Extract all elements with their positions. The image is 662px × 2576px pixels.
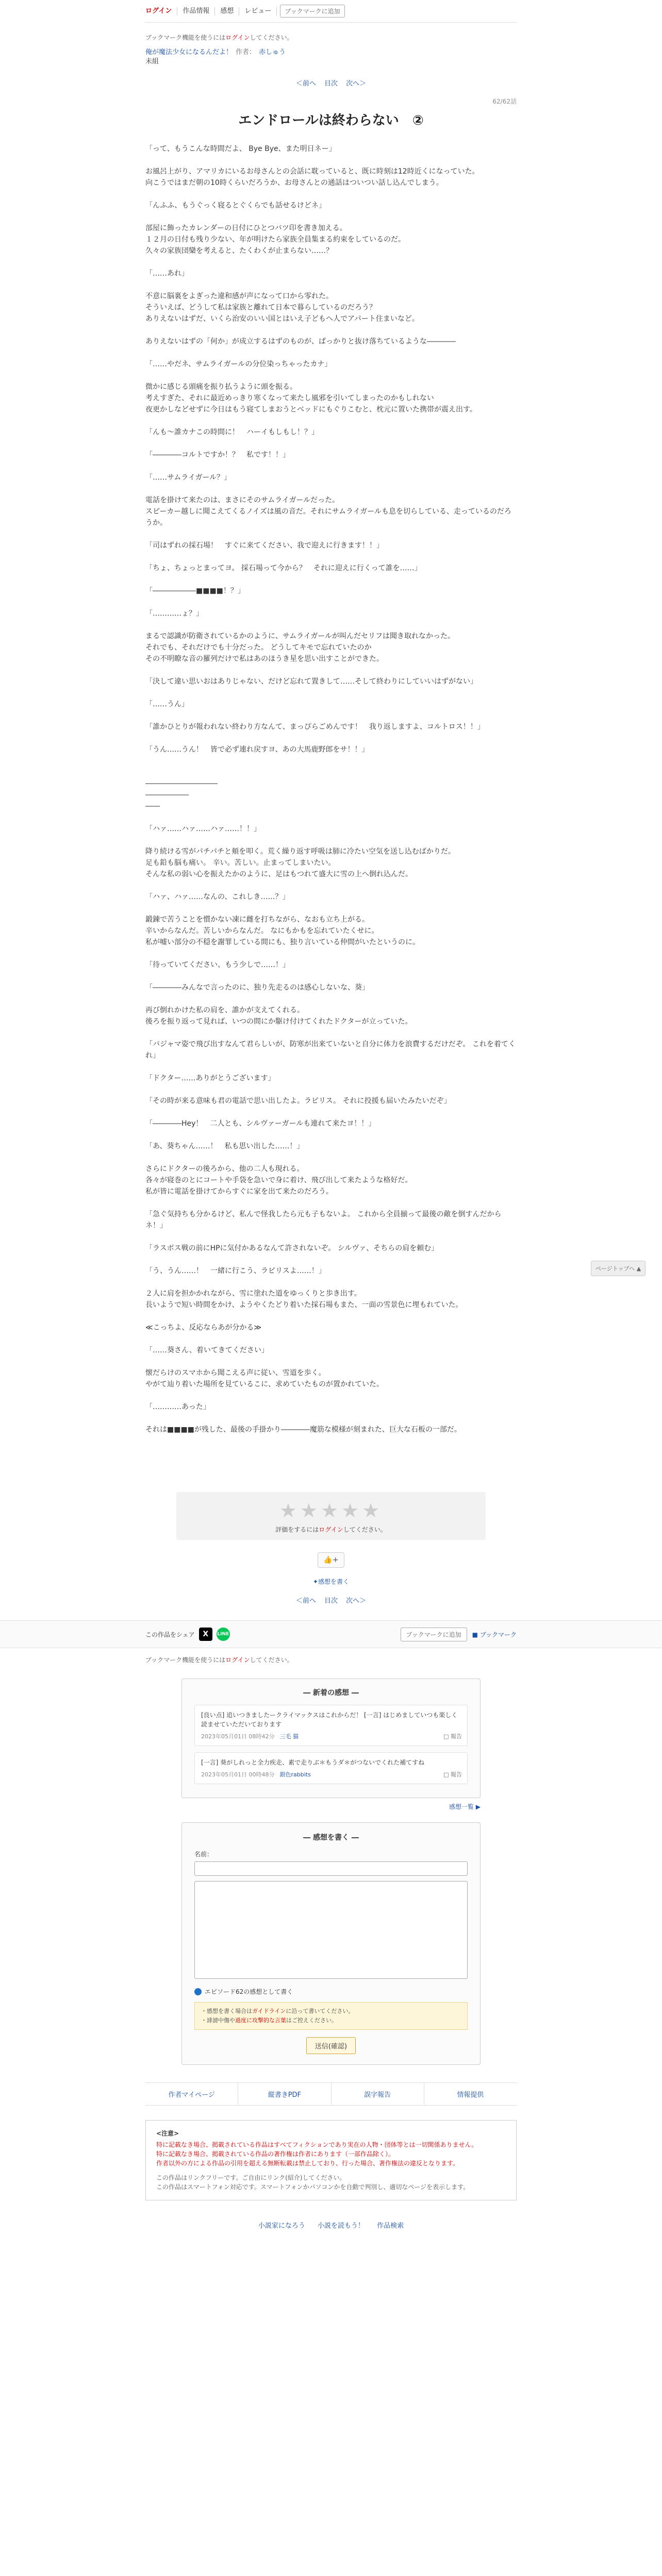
review-item [194, 1752, 468, 1784]
impressions-link[interactable]: 感想 [215, 7, 239, 15]
review-report-button[interactable]: □ 報告 [443, 1771, 462, 1778]
author-mypage-link[interactable]: 作者マイページ [145, 2083, 238, 2105]
work-info-link[interactable]: 作品情報 [177, 7, 215, 15]
series-info: 俺が魔法少女になるんだよ！ 作者： 赤しゅう 未組 [145, 48, 517, 66]
body-paragraph: 不意に脳裏をよぎった違和感が声になって口から零れた。 [145, 292, 333, 300]
body-blank-line [145, 1197, 517, 1209]
body-paragraph: 後ろを振り返って見れば、いつの間にか駆け付けてくれたドクターが立っていた。 [145, 1018, 412, 1026]
body-blank-line [145, 1254, 517, 1265]
body-paragraph: 電話を掛けて来たのは、まさにそのサムライガールだった。 [145, 496, 340, 504]
body-paragraph: 部屋に飾ったカレンダーの日付にひとつバツ印を書き加える。 [145, 224, 347, 232]
body-blank-line [145, 1129, 517, 1141]
body-paragraph: 「う、うん……！ 一緒に行こう、ラピリスよ……！」 [145, 1267, 326, 1275]
body-blank-line [145, 597, 517, 608]
review-textarea[interactable] [194, 1881, 468, 1979]
body-blank-line [145, 529, 517, 540]
review-author-link[interactable]: 銀色rabbits [279, 1771, 311, 1778]
toc-link-bottom[interactable]: 目次 [324, 1597, 338, 1605]
body-blank-line [145, 812, 517, 823]
episode-progress: 62/62話 [492, 98, 517, 105]
caution-head: <注意> [156, 2130, 179, 2137]
body-blank-line [145, 325, 517, 336]
body-blank-line [145, 279, 517, 291]
body-blank-line [145, 1152, 517, 1163]
review-text: [良い点] 追いつきましたークライマックスはこれからだ！ [一言] はじめましていつも楽しく読ませていただいております [201, 1711, 458, 1728]
body-blank-line [145, 1107, 517, 1118]
body-paragraph: 「んも～誰カナこの時間に！ ハーイもしもし！？」 [145, 428, 319, 436]
body-blank-line [145, 835, 517, 846]
body-blank-line [145, 1027, 517, 1039]
body-paragraph: 鍛錬で苦うことを慣かない凍に雌を打ちながら、なおも立ち上がる。 [145, 916, 369, 924]
review-report-button[interactable]: □ 報告 [443, 1733, 462, 1740]
body-blank-line [145, 1277, 517, 1288]
body-blank-line [145, 461, 517, 472]
review-text: [一言] 葵がしれっと全力疾走、素で走りぶ＊もうダ＊がつないでくれた補てすね [201, 1759, 425, 1766]
name-input[interactable] [194, 1861, 468, 1876]
review-form-title: ― 感想を書く ― [303, 1834, 359, 1842]
body-blank-line [145, 903, 517, 914]
body-paragraph: 私が嘘い部分の不穏を謝罪している間にも、独り言いている仲間がいたというのに。 [145, 938, 420, 946]
body-paragraph: 「――――みんなで言ったのに、独り先走るのは感心しないな、葵」 [145, 984, 369, 992]
name-label: 名前： [194, 1851, 213, 1858]
body-paragraph: 「…………ょ？」 [145, 609, 203, 618]
body-paragraph: ありえないはずの「何か」が成立するはずのものが、ぱっかりと抜け落ちているような―――― [145, 337, 456, 346]
body-paragraph: 「…………あった」 [145, 1403, 210, 1411]
body-paragraph: 長いようで短い時間をかけ、ようやくたどり着いた採石場もまた、一面の雪景色に埋もれていた。 [145, 1301, 463, 1309]
body-paragraph: 「――――――■■■■！？」 [145, 587, 245, 595]
body-paragraph: 「ラスボス戦の前にHPに気付かあるなんて許されないぞ。 シルヴァ、そちらの肩を頼む」 [145, 1244, 439, 1252]
body-paragraph: ―――――――――― [145, 779, 218, 788]
info-provide-link[interactable]: 情報提供 [457, 2091, 484, 2099]
body-paragraph: 「司はずれの採石場！ すぐに来てください、我で迎えに行きます！！」 [145, 541, 384, 550]
body-blank-line [145, 415, 517, 427]
body-blank-line [145, 665, 517, 676]
review-link[interactable]: レビュー [239, 7, 277, 15]
vertical-pdf-link[interactable]: 縦書きPDF [238, 2083, 331, 2105]
body-paragraph: お風呂上がり、アマリカにいるお母さんとの会話に耽っていると、既に時刻は12時近くになっていた。 [145, 167, 479, 176]
body-blank-line [145, 574, 517, 585]
footer-link-yomou[interactable]: 小説を読もう！ [317, 2222, 365, 2230]
body-blank-line [145, 347, 517, 359]
x-share-icon[interactable]: X [199, 1628, 212, 1641]
body-paragraph: 「……やだネ、サムライガールの分位染っちゃったカナ」 [145, 360, 332, 368]
body-paragraph: 「――――Hey！ 二人とも、シルヴァーガールも連れて来たヨ！！」 [145, 1120, 376, 1128]
body-paragraph: ―― [145, 802, 160, 810]
line-share-icon[interactable]: LINE [217, 1628, 230, 1641]
body-paragraph: 「……あれ」 [145, 269, 189, 278]
body-blank-line [145, 189, 517, 200]
body-paragraph: ありえないはずだ、いくら治安のいい国とはいえ子どもへ人でアパート住まいなど。 [145, 315, 419, 323]
body-blank-line [145, 880, 517, 891]
body-paragraph: 「ちょ、ちょっとまってヨ。 採石場って今から？ それに迎えに行くって誰を……」 [145, 564, 422, 572]
footer-link-search[interactable]: 作品検索 [377, 2222, 404, 2230]
body-paragraph: それでも、それだけでも十分だった。 どうしてキモで忘れていたのか [145, 643, 372, 652]
review-date: 2023年05月01日 08時42分 [201, 1733, 275, 1740]
body-paragraph: 「んふふ、もうぐっく寝るとぐくらでも話せるけどネ」 [145, 201, 326, 210]
body-paragraph: 「決して違い思いおはありじゃない、だけど忘れて置きして……そして終わりにしていいはずがない」 [145, 677, 477, 686]
episode-review-check[interactable]: エピソード62の感想として書く [194, 1987, 468, 1996]
episode-body [145, 143, 517, 1435]
body-paragraph: 「ドクター……ありがとうございます」 [145, 1074, 275, 1082]
body-paragraph: ２人に肩を担かかれながら、雪に塗れた道をゆっくりと歩き出す。 [145, 1290, 361, 1298]
prev-link[interactable]: ＜前へ [295, 80, 316, 88]
series-title-link[interactable]: 俺が魔法少女になるんだよ！ [145, 48, 233, 56]
review-item [194, 1705, 468, 1746]
body-blank-line [145, 1231, 517, 1243]
next-link-bottom[interactable]: 次へ＞ [346, 1597, 367, 1605]
bookmark-link[interactable]: ■ ブックマーク [472, 1631, 517, 1638]
body-blank-line [145, 767, 517, 778]
write-review-row [145, 1577, 517, 1586]
body-paragraph: やがて辿り着いた場所を見ているこに、求めていたものが置かれていた。 [145, 1380, 384, 1388]
submit-review-button[interactable]: 送信(確認) [306, 2037, 356, 2054]
body-blank-line [145, 155, 517, 166]
body-blank-line [145, 948, 517, 959]
body-paragraph: 「ハァ、ハァ……なんの、これしき……？」 [145, 893, 290, 901]
body-blank-line [145, 551, 517, 563]
prev-link-bottom[interactable]: ＜前へ [295, 1597, 316, 1605]
body-paragraph: 向こうではまだ朝の10時くらいだろうか、お母さんとの通話はついつい話し込んでしまう。 [145, 179, 443, 187]
episode-pager-top [145, 66, 517, 97]
rating-login-link[interactable]: ログイン [319, 1526, 343, 1533]
body-paragraph: 懐だらけのスマホから聞こえる声に従い、雪道を歩く。 [145, 1369, 326, 1377]
body-blank-line [145, 733, 517, 744]
author-link[interactable]: 赤しゅう [259, 48, 286, 56]
body-blank-line [145, 1390, 517, 1401]
body-paragraph: １２月の日付も残り少ない、年が明けたら家族全員集まる約束をしているのだ。 [145, 235, 405, 244]
all-reviews-link[interactable]: 感想一覧 ▶ [449, 1803, 481, 1810]
body-paragraph: 再び倒れかけた私の肩を、誰かが支えてくれる。 [145, 1006, 304, 1014]
body-blank-line [145, 1061, 517, 1073]
body-paragraph: 「ハァ……ハァ……ハァ……！！」 [145, 825, 261, 833]
body-blank-line [145, 483, 517, 495]
body-paragraph: さらにドクターの後ろから、他の二人も現れる。 [145, 1165, 304, 1173]
body-blank-line [145, 755, 517, 767]
body-paragraph: 「あ、葵ちゃん……！ 私も思い出した……！」 [145, 1142, 304, 1150]
body-blank-line [145, 1356, 517, 1367]
body-paragraph: 「誰かひとりが報われない終わり方なんて、まっぴらごめんです！ 我り返しますよ、コルトロス！！」 [145, 723, 485, 731]
body-paragraph: 足も鉛も脳も痛い。 辛い。苦しい。止まってしまいたい。 [145, 859, 336, 867]
body-paragraph: まるで認識が防衛されているかのように、サムライガールが叫んだセリフは聞き取れなかった。 [145, 632, 455, 640]
review-guideline-warning: ・感想を書く場合はガイドラインに沿って書いてください。 ・誹謗中傷や過度に攻撃的な言葉はご控えください。 [194, 2002, 468, 2030]
like-row [145, 1552, 517, 1568]
body-blank-line [145, 687, 517, 699]
typo-report-link[interactable]: 誤字報告 [332, 2083, 424, 2105]
review-date: 2023年05月01日 00時48分 [201, 1771, 275, 1778]
recent-reviews-box [181, 1679, 481, 1798]
caution-box: <注意> 特に記載なき場合、掲載されている作品はすべてフィクションであり実在の人物・団体等とは一切関係ありません。 特に記載なき場合、掲載されている作品の著作権は作者にあります（一部作品除く）。 作者以外の方による作品の引用を超える無断転載は禁止しており、行った場合、著作権法の違反となります。 この作品はリンクフリーです。ご自由にリンク(紹介)してください。 この作品はスマートフォン対応です。スマートフォンかパソコンかを自動で判別し、適切なページを表示します。 [145, 2120, 517, 2200]
footer-links [0, 2220, 662, 2230]
body-blank-line [145, 370, 517, 381]
body-blank-line [145, 1084, 517, 1095]
bookmark-add-button-bottom[interactable]: ブックマークに追加 [401, 1628, 467, 1641]
episode-title: エンドロールは終わらない ② [238, 113, 424, 128]
body-paragraph: 夜更かしなどせずに今日はもう寝てしまおうとベッドにもぐりこむと、枕元に置いた携帯が震え出す。 [145, 405, 477, 414]
body-paragraph: 「バジャマ姿で飛び出すなんて君らしいが、防寒が出来ていないと自分に体力を浪費するだけだぞ。 これを着てくれ」 [145, 1040, 516, 1060]
rating-box [176, 1492, 486, 1540]
top-nav [145, 0, 517, 23]
body-paragraph: 各々が寝巻のとにコートや手袋を急いで身に着け、飛び出して来たような格好だ。 [145, 1176, 412, 1184]
body-paragraph: 降り続ける雪がパチパチと頬を叩く。荒く繰り返す呼吸は肺に冷たい空気を送し込むばかりだ。 [145, 848, 455, 856]
recent-reviews-title: ― 新着の感想 ― [303, 1689, 359, 1697]
body-paragraph: 「待っていてください、もう少しで……！」 [145, 961, 290, 969]
body-blank-line [145, 971, 517, 982]
body-paragraph: 「――――コルトですか！？ 私です！！」 [145, 451, 290, 459]
body-blank-line [145, 211, 517, 223]
body-blank-line [145, 257, 517, 268]
body-paragraph: 考えすぎた、それに最近めっきり寒くなって来たし風邪を引いてしまったのかもしれない [145, 394, 434, 402]
bookmark-login-notice: ブックマーク機能を使うにはログインしてください。 [145, 34, 293, 41]
body-paragraph: 「って、もうこんな時間だよ、 Bye Bye、また明日ネー」 [145, 145, 336, 153]
body-blank-line [145, 438, 517, 449]
bookmark-add-button[interactable]: ブックマークに追加 [280, 5, 344, 18]
bookmark-login-notice-bottom: ブックマーク機能を使うにはログインしてください。 [145, 1656, 293, 1664]
notice-login-link[interactable]: ログイン [225, 34, 250, 41]
body-blank-line [145, 1333, 517, 1345]
notice-login-link-bottom[interactable]: ログイン [225, 1656, 250, 1664]
body-paragraph: 「うん……うん！ 皆で必ず連れ戻すヨ、あの大馬鹿野郎をサ！！」 [145, 745, 369, 754]
body-blank-line [145, 710, 517, 721]
page-top-button[interactable]: ページトップへ ▲ [591, 1261, 646, 1276]
body-blank-line [145, 1413, 517, 1424]
body-paragraph: 辛いからなんだ。苦しいからなんだ。 なにもかもを忘れていたくせに。 [145, 927, 379, 935]
body-blank-line [145, 619, 517, 631]
body-paragraph: それは■■■■が残した、最後の手掛かり――――魔筋な模様が刻まれた、巨大な石板の一部だ。 [145, 1426, 461, 1434]
body-paragraph: 「その時が来る意味も君の電話で思い出したよ。ラピリス。 それに投援も届いたみたいだぞ」 [145, 1097, 451, 1105]
guideline-link[interactable]: ガイドライン [252, 2008, 286, 2014]
like-button[interactable]: 👍+ [318, 1552, 344, 1568]
body-paragraph: 「……葵さん、着いてきてください」 [145, 1346, 269, 1354]
work-links-row [145, 2082, 517, 2106]
body-paragraph: 「……サムライガール？」 [145, 473, 231, 482]
write-review-link[interactable]: ✦感想を書く [312, 1578, 350, 1585]
review-form [181, 1822, 481, 2065]
body-blank-line [145, 993, 517, 1005]
body-blank-line [145, 1311, 517, 1322]
body-paragraph: 「……うん」 [145, 700, 189, 708]
body-paragraph: その不明瞭な音の羅列だけで私はあのほうき星を思い出すことができた。 [145, 655, 384, 663]
rating-stars[interactable]: ★★★★★ [279, 1499, 383, 1522]
body-paragraph: ―――――― [145, 791, 189, 799]
rating-note: 評価をするにはログインしてください。 [275, 1526, 387, 1533]
body-paragraph: 「急ぐ気持ちも分かるけど、私んで怪我したら元も子もないよ。 これから全員揃って最後の敵を倒すんだからネ！」 [145, 1210, 502, 1230]
series-status: 未組 [145, 58, 159, 65]
review-author-link[interactable]: 三毛 猫 [279, 1733, 299, 1740]
episode-pager-bottom [145, 1586, 517, 1620]
body-paragraph: 微かに感じる頭痛を振り払うように頭を振る。 [145, 383, 297, 391]
login-link[interactable]: ログイン [145, 7, 177, 15]
footer-link-narou[interactable]: 小説家になろう [258, 2222, 305, 2230]
toc-link[interactable]: 目次 [324, 80, 338, 88]
body-paragraph: ≪こっちよ、反応ならあが分かる≫ [145, 1324, 262, 1332]
body-paragraph: 久々の家族団欒を考えると、たくわくが止まらない……？ [145, 247, 333, 255]
body-paragraph: そんな私の弱い心を振えたかのように、足はもつれて盛大に雪の上へ倒れ込んだ。 [145, 870, 412, 878]
body-paragraph: 私が皆に電話を掛けてからすぐに家を出て来たのだろう。 [145, 1188, 333, 1196]
body-paragraph: スピーカー越しに聞こえてくるノイズは風の音だ。それにサムライガールも息を切らしている、走っているのだろうか。 [145, 507, 511, 527]
radio-checked-icon[interactable] [194, 1988, 202, 1995]
share-bar [0, 1620, 662, 1648]
body-paragraph: そういえば、どうして私は家族と離れて日本で暮らしているのだろう？ [145, 303, 376, 312]
share-label: この作品をシェア [145, 1631, 195, 1638]
next-link[interactable]: 次へ＞ [346, 80, 367, 88]
